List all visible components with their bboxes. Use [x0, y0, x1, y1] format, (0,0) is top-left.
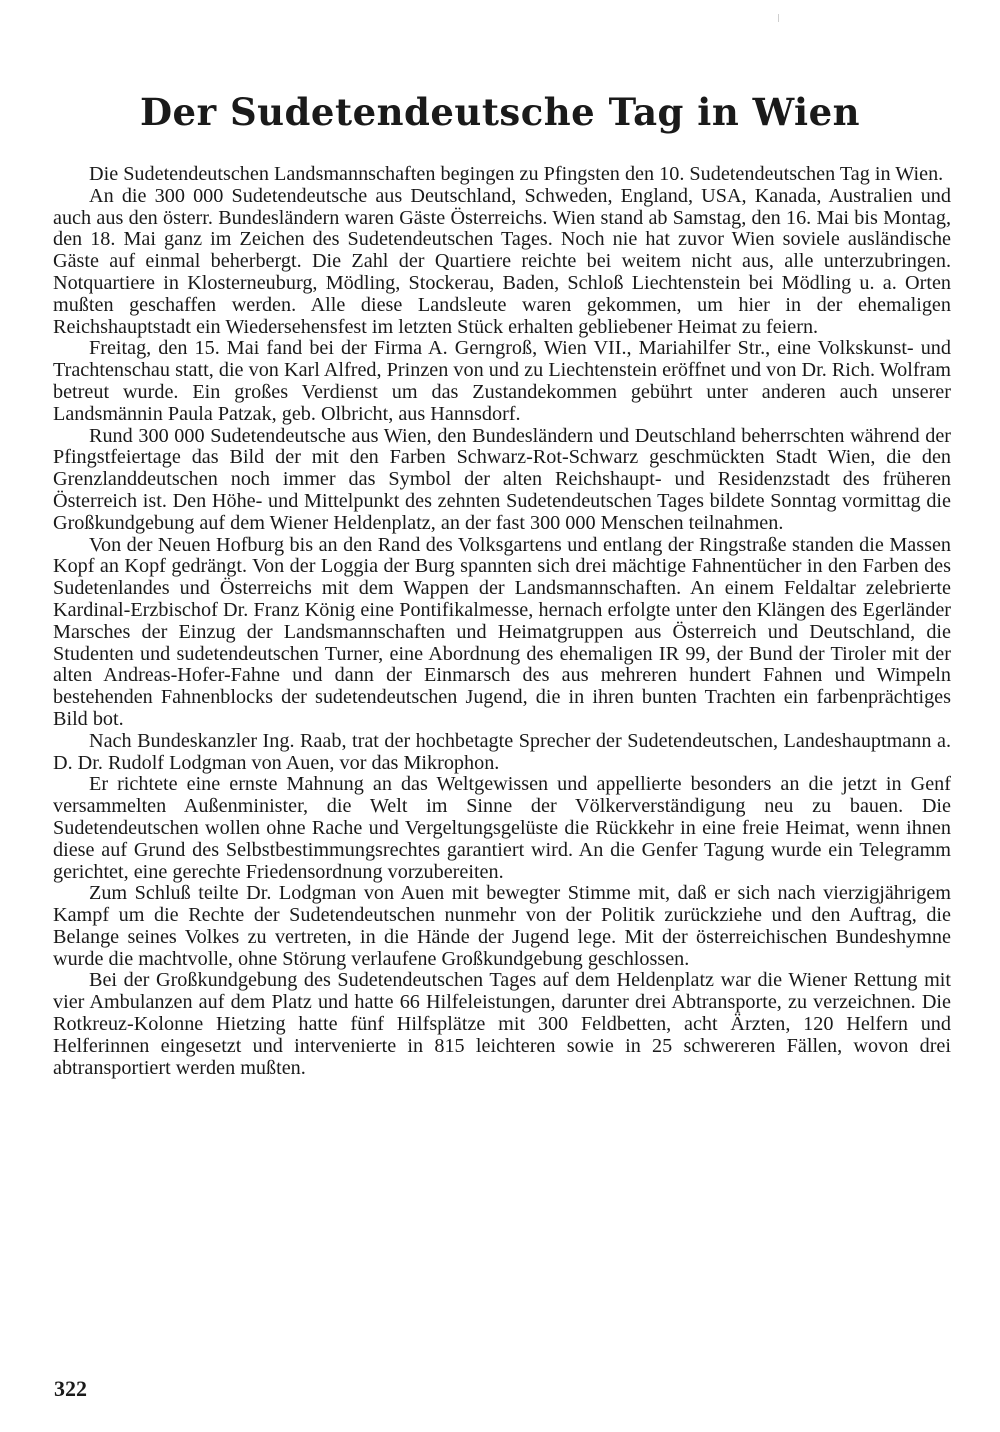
paragraph: Zum Schluß teilte Dr. Lodgman von Auen mit bewegter Stimme mit, daß er sich nach vierzigjährigem Kampf um die Rechte der Sudetendeutschen nunmehr von der Politik zurückziehe und den Auftrag, die Belange seines Volkes zu vertreten, in die Hände der Jugend lege. Mit der österreichischen Bundeshymne wurde die machtvolle, ohne Störung verlaufene Großkundgebung geschlossen. [53, 882, 951, 970]
article-body [53, 164, 951, 1079]
paragraph: Er richtete eine ernste Mahnung an das Weltgewissen und appellierte besonders an die jetzt in Genf versammelten Außenminister, die Welt im Sinne der Völkerverständigung neu zu bauen. Die Sudetendeutschen wollen ohne Rache und Vergeltungsgelüste die Rückkehr in eine freie Heimat, wenn ihnen diese auf Grund des Selbstbestimmungsrechtes garantiert wird. An die Genfer Tagung wurde ein Telegramm gerichtet, eine gerechte Friedensordnung vorzubereiten. [53, 773, 951, 883]
paragraph: Freitag, den 15. Mai fand bei der Firma A. Gerngroß, Wien VII., Mariahilfer Str., eine Volkskunst- und Trachtenschau statt, die von Karl Alfred, Prinzen von und zu Liechtenstein eröffnet und von Dr. Rich. Wolfram betreut wurde. Ein großes Verdienst um das Zustandekommen gebührt unter anderen auch unserer Landsmännin Paula Patzak, geb. Olbricht, aus Hannsdorf. [53, 337, 951, 425]
page-number: 322 [54, 1376, 87, 1401]
paragraph: Rund 300 000 Sudetendeutsche aus Wien, den Bundesländern und Deutschland beherrschten während der Pfingstfeiertage das Bild der mit den Farben Schwarz-Rot-Schwarz geschmückten Stadt Wien, die den Grenzlanddeutschen noch immer das Symbol der alten Reichshaupt- und Residenzstadt des früheren Österreich ist. Den Höhe- und Mittelpunkt des zehnten Sudetendeutschen Tages bildete Sonntag vormittag die Großkundgebung auf dem Wiener Heldenplatz, an der fast 300 000 Menschen teilnahmen. [53, 424, 951, 534]
paragraph: Nach Bundeskanzler Ing. Raab, trat der hochbetagte Sprecher der Sudetendeutschen, Landeshauptmann a. D. Dr. Rudolf Lodgman von Auen, vor das Mikrophon. [53, 729, 951, 774]
paragraph: Von der Neuen Hofburg bis an den Rand des Volksgartens und entlang der Ringstraße standen die Massen Kopf an Kopf gedrängt. Von der Loggia der Burg spannten sich drei mächtige Fahnentücher in den Farben des Sudetenlandes und Österreichs mit dem Wappen der Landsmannschaften. An einem Feldaltar zelebrierte Kardinal-Erzbischof Dr. Franz König eine Pontifikalmesse, hernach erfolgte unter den Klängen des Egerländer Marsches der Einzug der Landsmannschaften und Heimatgruppen aus Österreich und Deutschland, die Studenten und sudetendeutschen Turner, eine Abordnung des ehemaligen IR 99, der Bund der Tiroler mit der alten Andreas-Hofer-Fahne und dann der Einmarsch des aus mehreren hundert Fahnen und Wimpeln bestehenden Fahnenblocks der sudetendeutschen Jugend, die in ihren bunten Trachten ein farbenprächtiges Bild bot. [53, 533, 951, 730]
paragraph: An die 300 000 Sudetendeutsche aus Deutschland, Schweden, England, USA, Kanada, Australien und auch aus den österr. Bundesländern waren Gäste Österreichs. Wien stand ab Samstag, den 16. Mai bis Montag, den 18. Mai ganz im Zeichen des Sudetendeutschen Tages. Noch nie hat zuvor Wien soviele ausländische Gäste auf einmal beherbergt. Die Zahl der Quartiere reichte bei weitem nicht aus, alle unterzubringen. Notquartiere in Klosterneuburg, Mödling, Stockerau, Baden, Schloß Liechtenstein bei Mödling u. a. Orten mußten geschaffen werden. Alle diese Landsleute waren gekommen, um hier in der ehemaligen Reichshauptstadt ein Wiedersehensfest im letzten Stück erhalten gebliebener Heimat zu feiern. [53, 184, 951, 338]
article-title: Der Sudetendeutsche Tag in Wien [139, 90, 861, 134]
paragraph: Die Sudetendeutschen Landsmannschaften begingen zu Pfingsten den 10. Sudetendeutschen Tag in Wien. [89, 163, 944, 185]
scan-speck [778, 14, 779, 22]
paragraph: Bei der Großkundgebung des Sudetendeutschen Tages auf dem Heldenplatz war die Wiener Rettung mit vier Ambulanzen auf dem Platz und hatte 66 Hilfeleistungen, darunter drei Abtransporte, zu verzeichnen. Die Rotkreuz-Kolonne Hietzing hatte fünf Hilfsplätze mit 300 Feldbetten, acht Ärzten, 120 Helfern und Helferinnen eingesetzt und intervenierte in 815 leichteren sowie in 25 schwereren Fällen, wovon drei abtransportiert werden mußten. [53, 969, 951, 1079]
